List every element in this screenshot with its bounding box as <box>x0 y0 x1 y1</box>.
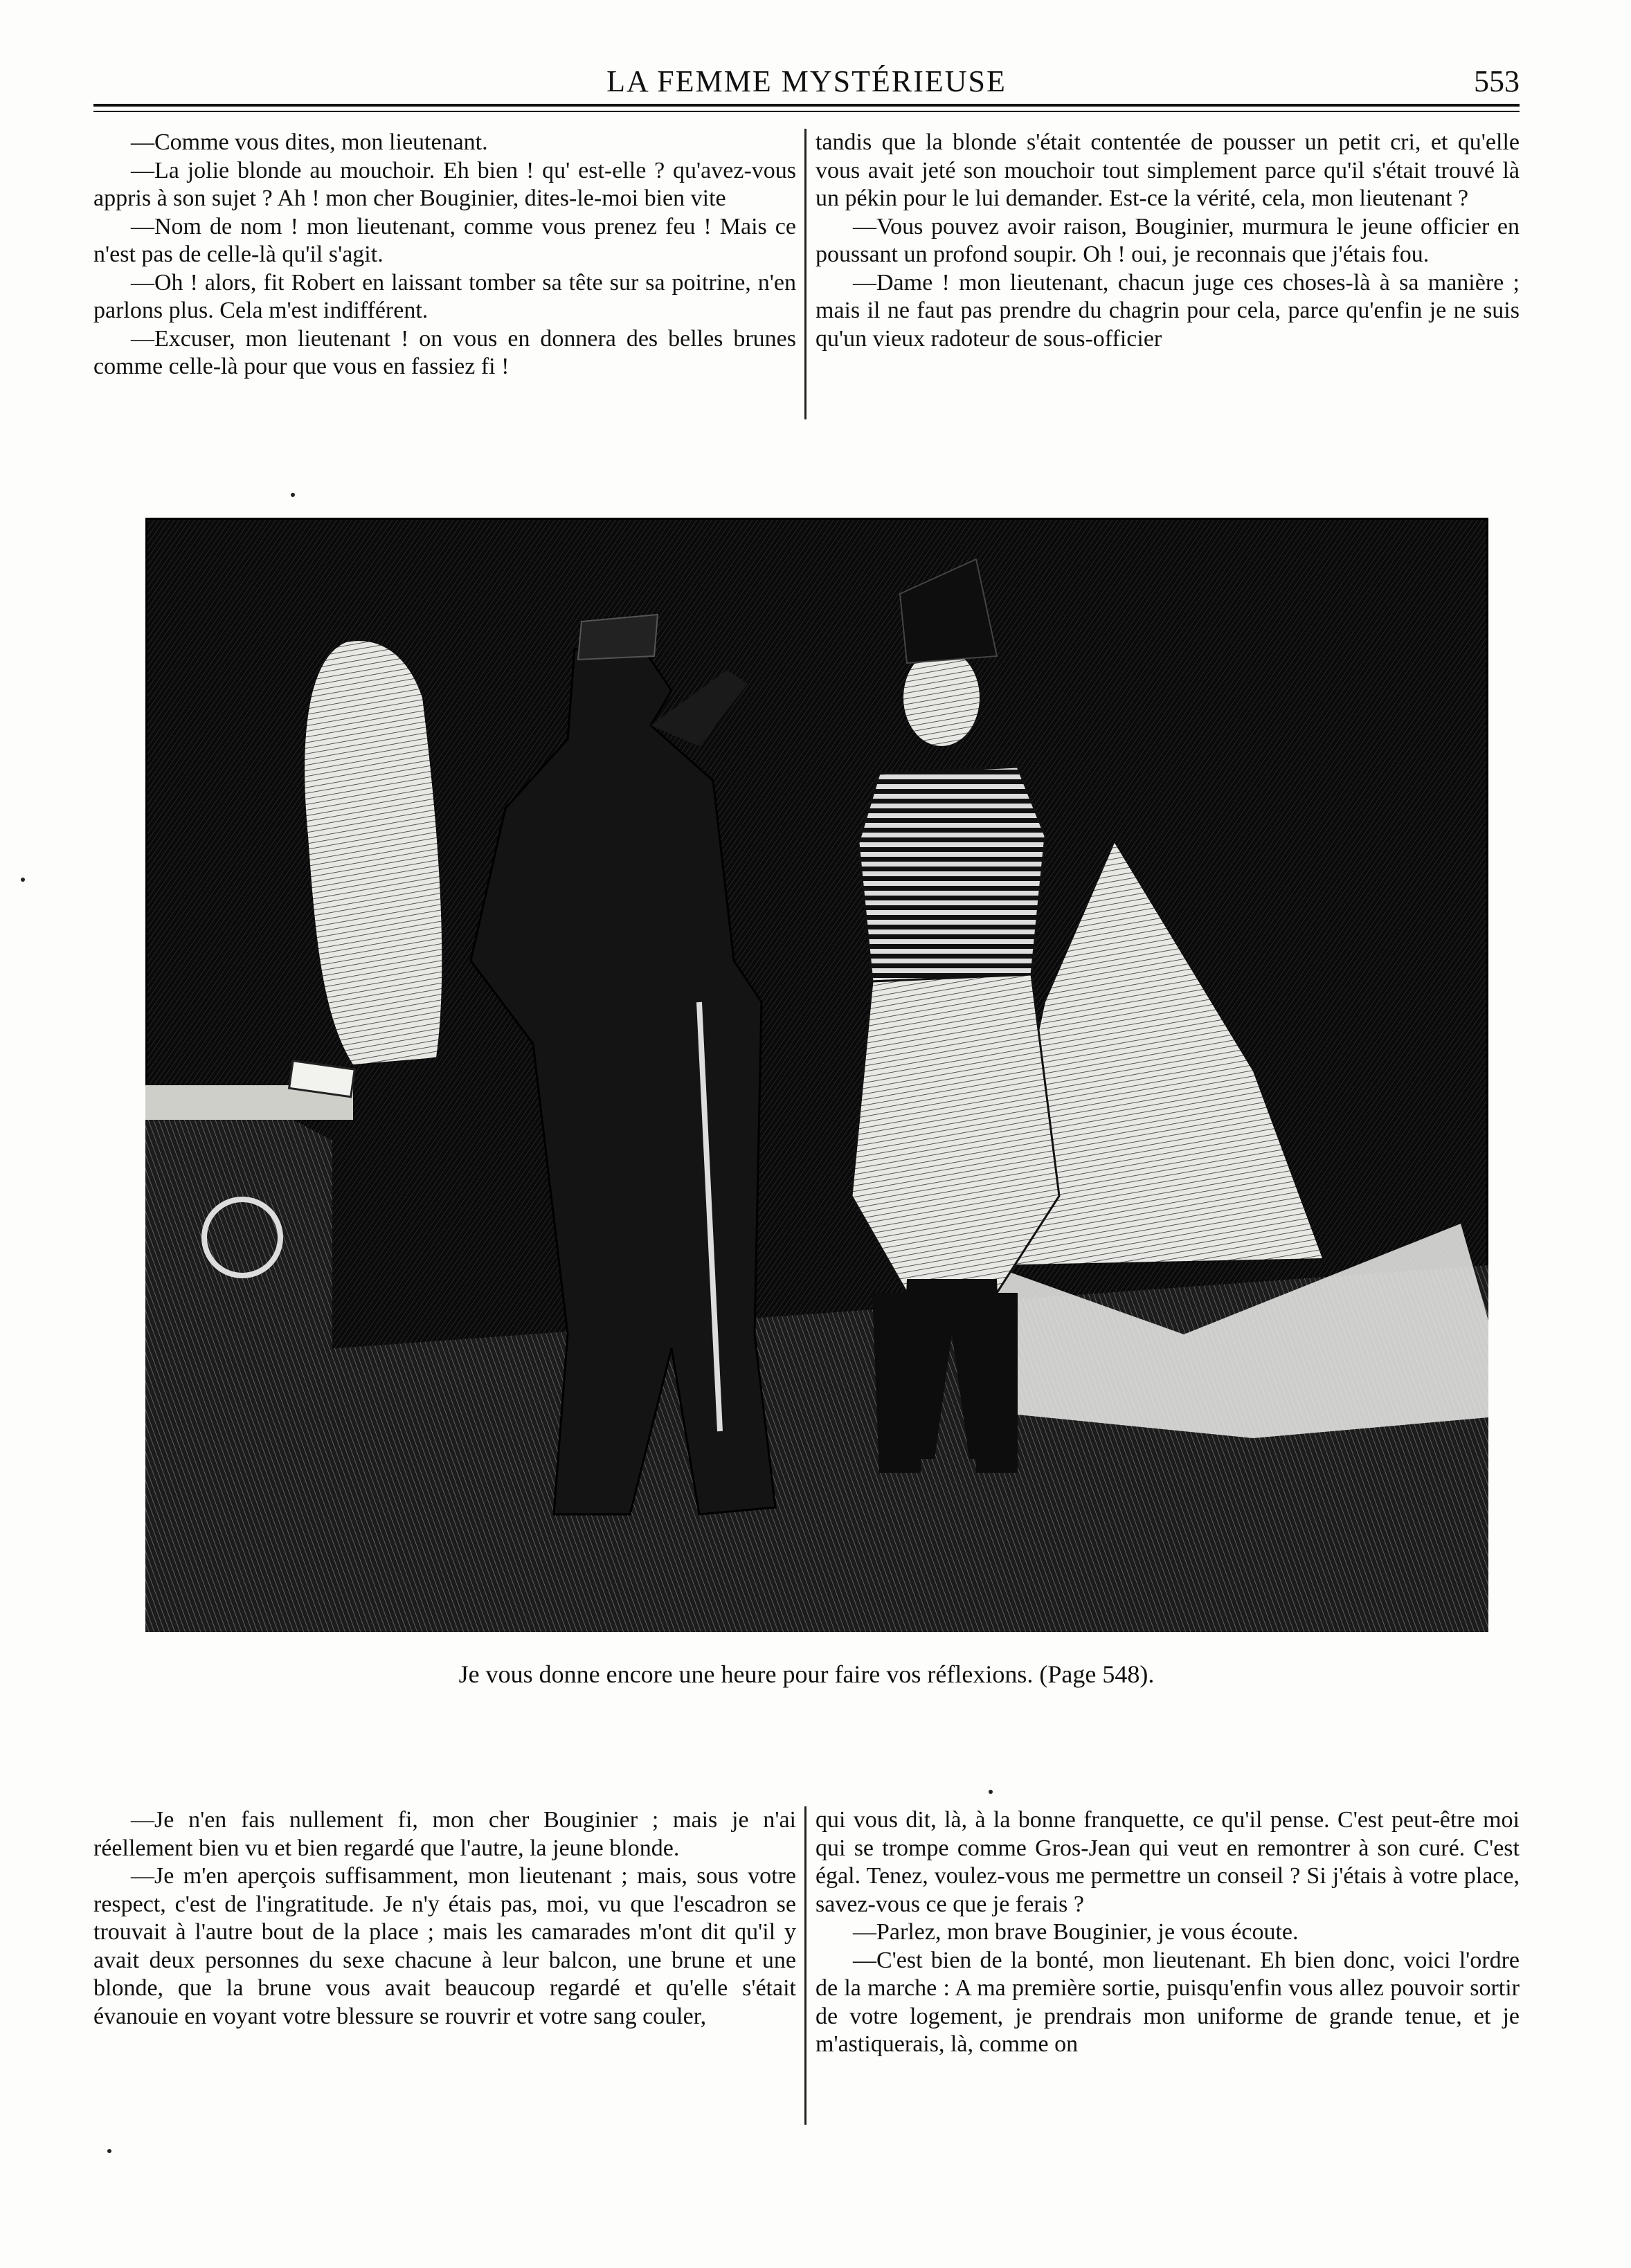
paragraph: —Dame ! mon lieutenant, chacun juge ces choses-là à sa manière ; mais il ne faut pas prendre du chagrin pour cela, parce qu'enfin je ne suis qu'un vieux radoteur de sous-officier <box>816 269 1520 352</box>
illustration-caption: Je vous donne encore une heure pour faire vos réflexions. (Page 548). <box>458 1660 1155 1688</box>
column-bottom-left <box>93 1806 796 2139</box>
paragraph: —Je n'en fais nullement fi, mon cher Bouginier ; mais je n'ai réellement bien vu et bien regardé que l'autre, la jeune blonde. <box>93 1807 796 1861</box>
paragraph: —C'est bien de la bonté, mon lieutenant. Eh bien donc, voici l'ordre de la marche : A ma première sortie, puisqu'enfin vous allez pouvoir sortir de votre logement, je prendrais mon uniforme de grande tenue, et je m'astiquerais, là, comme on <box>816 1947 1520 2057</box>
column-top-left <box>93 129 796 433</box>
ink-speck <box>21 878 25 882</box>
page-number: 553 <box>1474 64 1520 98</box>
paragraph: —Excuser, mon lieutenant ! on vous en donnera des belles brunes comme celle-là pour que vous en fassiez fi ! <box>93 325 796 379</box>
paragraph: —Nom de nom ! mon lieutenant, comme vous prenez feu ! Mais ce n'est pas de celle-là qu'il s'agit. <box>93 213 796 267</box>
ink-speck <box>291 493 295 497</box>
paragraph: —Je m'en aperçois suffisamment, mon lieutenant ; mais, sous votre respect, c'est de l'ingratitude. Je n'y étais pas, moi, vu que l'escadron se trouvait à l'autre bout de la place ; mais les camarades m'ont dit qu'il y avait deux personnes du sexe chacune à leur balcon, une brune et une blonde, que la brune vous avait beaucoup regardé et qu'elle s'était évanouie en voyant votre blessure se rouvrir et votre sang couler, <box>93 1863 796 2029</box>
paragraph: —Parlez, mon brave Bouginier, je vous écoute. <box>853 1919 1299 1945</box>
column-divider <box>804 1806 807 2125</box>
header-rule-thin <box>93 111 1520 112</box>
paragraph: —Oh ! alors, fit Robert en laissant tomber sa tête sur sa poitrine, n'en parlons plus. Cela m'est indifférent. <box>93 269 796 323</box>
paragraph: tandis que la blonde s'était contentée de pousser un petit cri, et qu'elle vous avait jeté son mouchoir tout simplement parce qu'il s'était trouvé là un pékin pour le lui demander. Est-ce la vérité, cela, mon lieutenant ? <box>816 129 1520 211</box>
paragraph: —La jolie blonde au mouchoir. Eh bien ! qu' est-elle ? qu'avez-vous appris à son sujet ? Ah ! mon cher Bouginier, dites-le-moi bien vite <box>93 157 796 211</box>
column-divider <box>804 129 807 419</box>
paragraph: —Comme vous dites, mon lieutenant. <box>131 129 488 155</box>
running-title: LA FEMME MYSTÉRIEUSE <box>606 64 1007 98</box>
page-header <box>93 61 1520 102</box>
engraving-illustration <box>145 518 1488 1632</box>
column-top-right <box>816 129 1520 433</box>
paragraph: —Vous pouvez avoir raison, Bouginier, murmura le jeune officier en poussant un profond soupir. Oh ! oui, je reconnais que j'étais fou. <box>816 213 1520 267</box>
column-bottom-right <box>816 1806 1520 2139</box>
ink-speck <box>107 2149 111 2153</box>
ink-speck <box>989 1790 993 1794</box>
paragraph: qui vous dit, là, à la bonne franquette, ce qu'il pense. C'est peut-être moi qui se trompe comme Gros-Jean qui veut en remontrer à son curé. C'est égal. Tenez, voulez-vous me permettre un conseil ? Si j'étais à votre place, savez-vous ce que je ferais ? <box>816 1807 1520 1917</box>
header-rule <box>93 104 1520 107</box>
